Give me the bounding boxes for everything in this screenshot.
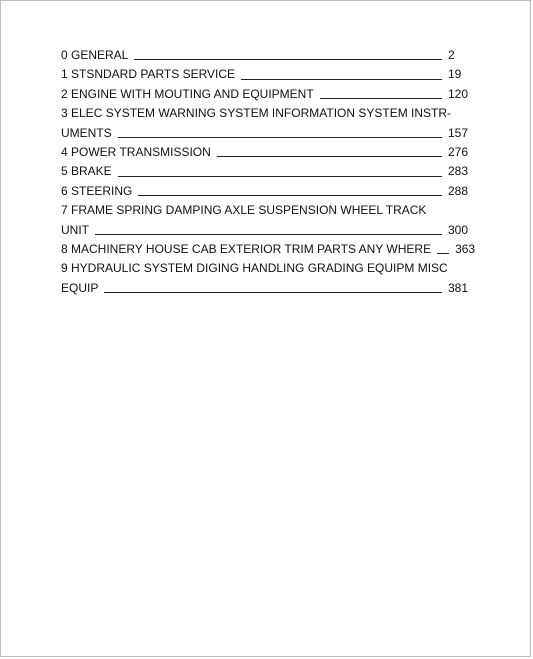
toc-page-number: 283 — [447, 164, 468, 179]
toc-page-number: 157 — [447, 125, 468, 140]
toc-entry-line — [61, 240, 476, 259]
toc-entry-title-line: 7 FRAME SPRING DAMPING AXLE SUSPENSION WHEEL TRACK — [61, 203, 427, 218]
toc-entry-title: 2 ENGINE WITH MOUTING AND EQUIPMENT — [61, 86, 314, 101]
toc-page-number: 276 — [447, 144, 468, 159]
toc-page-number: 288 — [447, 183, 468, 198]
toc-entry-title: 4 POWER TRANSMISSION — [61, 144, 211, 159]
toc-entry-line — [61, 143, 468, 162]
leader-line — [320, 98, 442, 99]
toc-entry-title: EQUIP — [61, 280, 99, 295]
toc-entry-line — [61, 46, 468, 65]
toc-entry-title-line: 3 ELEC SYSTEM WARNING SYSTEM INFORMATION SYSTEM INSTR- — [61, 106, 452, 121]
leader-line — [104, 292, 442, 293]
toc-entry-line — [61, 221, 468, 240]
toc-entry-elec-system[interactable] — [61, 104, 468, 143]
toc-entry-title-line: 9 HYDRAULIC SYSTEM DIGING HANDLING GRADING EQUIPM MISC — [61, 261, 448, 276]
leader-line — [118, 137, 442, 138]
toc-entry-general[interactable] — [61, 46, 468, 65]
toc-entry-hydraulic-system[interactable] — [61, 259, 468, 298]
leader-line — [241, 79, 442, 80]
toc-entry-title: 5 BRAKE — [61, 164, 112, 179]
toc-entry-line — [61, 85, 468, 104]
leader-line — [437, 253, 449, 254]
toc-entry-title: UNIT — [61, 222, 89, 237]
toc-page-number: 2 — [448, 47, 455, 62]
toc-entry-power-transmission[interactable] — [61, 143, 468, 162]
table-of-contents — [61, 46, 476, 298]
toc-entry-engine[interactable] — [61, 85, 468, 104]
toc-page-number: 300 — [447, 222, 468, 237]
toc-entry-title: 1 STSNDARD PARTS SERVICE — [61, 67, 236, 82]
leader-line — [95, 234, 442, 235]
toc-page-number: 120 — [447, 86, 468, 101]
toc-entry-title: 8 MACHINERY HOUSE CAB EXTERIOR TRIM PARTS ANY WHERE — [61, 241, 432, 256]
toc-entry-line — [61, 279, 468, 298]
toc-entry-title: 6 STEERING — [61, 183, 133, 198]
toc-entry-line — [61, 162, 468, 181]
toc-entry-line — [61, 65, 468, 84]
toc-entry-frame-spring[interactable] — [61, 201, 468, 240]
toc-page-number: 363 — [455, 241, 476, 256]
leader-line — [138, 195, 442, 196]
leader-line — [217, 156, 442, 157]
leader-line — [134, 59, 442, 60]
toc-entry-title: UMENTS — [61, 125, 112, 140]
toc-entry-title: 0 GENERAL — [61, 47, 129, 62]
toc-entry-line — [61, 124, 468, 143]
leader-line — [118, 176, 442, 177]
toc-entry-standard-parts-service[interactable] — [61, 65, 468, 84]
toc-page-number: 381 — [447, 280, 468, 295]
toc-entry-brake[interactable] — [61, 162, 468, 181]
toc-entry-machinery-house[interactable] — [61, 240, 476, 259]
toc-page-number: 19 — [448, 67, 462, 82]
toc-entry-line — [61, 182, 468, 201]
toc-entry-steering[interactable] — [61, 182, 468, 201]
